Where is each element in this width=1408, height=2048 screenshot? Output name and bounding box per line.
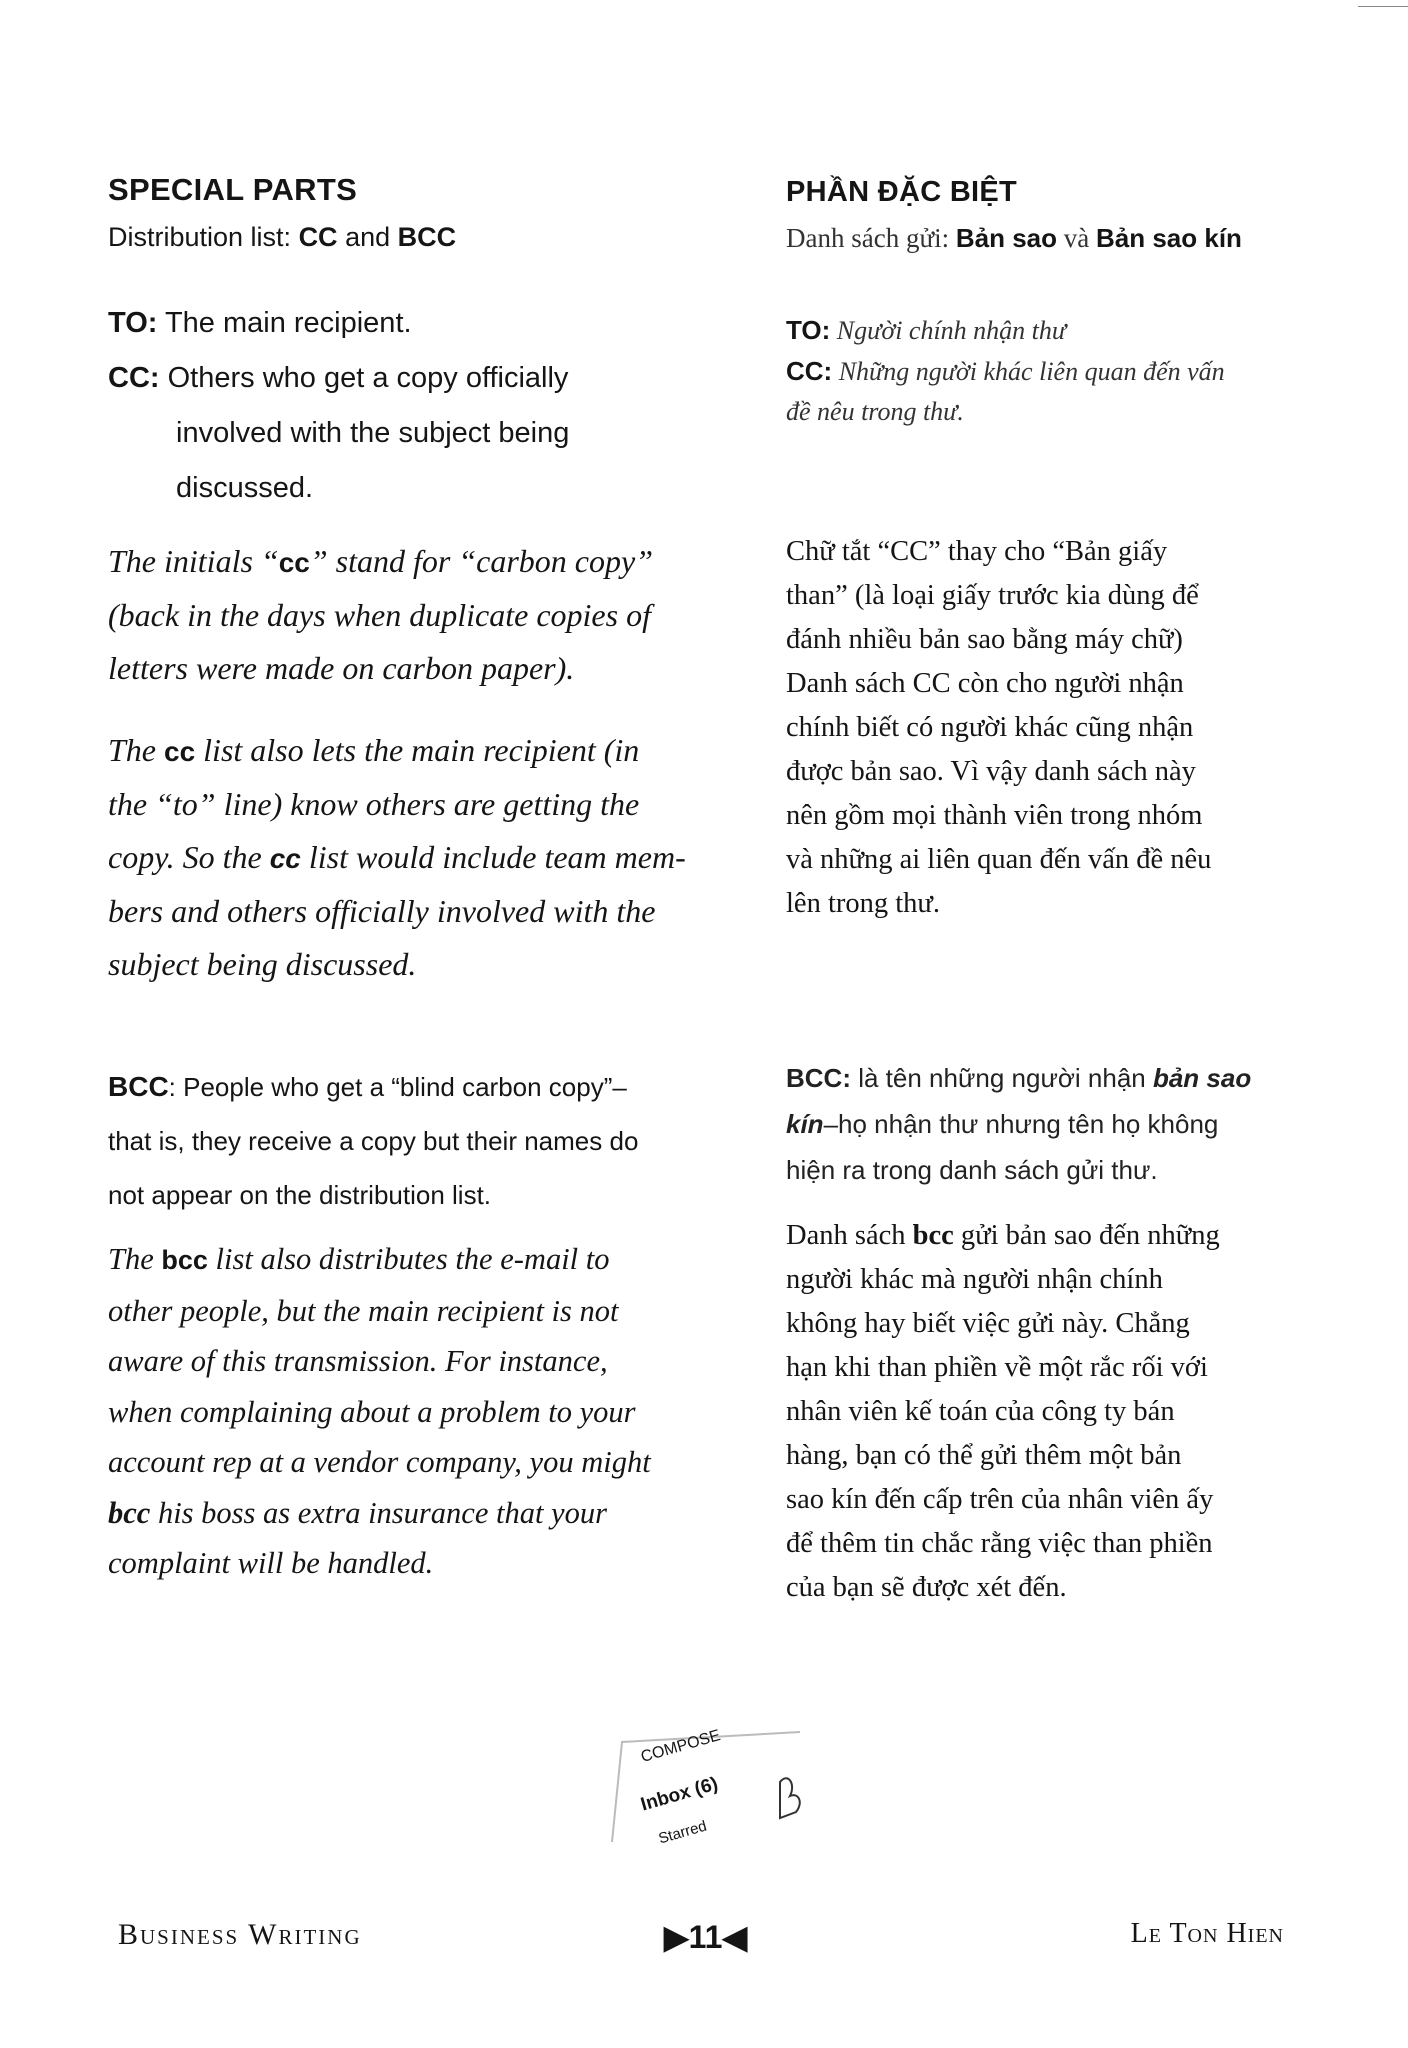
email-inbox-illustration	[600, 1722, 820, 1862]
vn-bcc-definition: BCC: là tên những người nhận bản sao kín–họ nhận thư nhưng tên họ không hiện ra trong danh sách gửi thư.	[786, 1063, 1252, 1185]
left-heading: SPECIAL PARTS	[108, 172, 358, 207]
cc-list-paragraph: The cc list also lets the main recipient (in the “to” line) know others are getting the copy. So the cc list would include team mem- bers and others officially involved with the subject being discussed.	[108, 732, 686, 982]
cc-initials-paragraph: The initials “cc” stand for “carbon copy” (back in the days when duplicate copies of letters were made on carbon paper).	[108, 543, 653, 686]
vn-bcc-paragraph: Danh sách bcc gửi bản sao đến những người khác mà người nhận chính không hay biết việc gửi này. Chẳng hạn khi than phiền về một rắc rối với nhân viên kế toán của công ty bán hàng, bạn có thể gửi thêm một bản sao kín đến cấp trên của nhân viên ấy để thêm tin chắc rằng việc than phiền của bạn sẽ được xét đến.	[786, 1220, 1220, 1603]
bcc-definition: BCC: People who get a “blind carbon copy”– that is, they receive a copy but their names do not appear on the distribution list.	[108, 1071, 639, 1210]
left-distribution-line: Distribution list: CC and BCC	[108, 222, 457, 252]
right-definitions: TO: Người chính nhận thư CC: Những người khác liên quan đến vấn đề nêu trong thư.	[786, 315, 1225, 426]
cc-definition: CC: Others who get a copy officially	[108, 362, 569, 394]
right-distribution-line: Danh sách gửi: Bản sao và Bản sao kín	[786, 223, 1242, 253]
hand-cursor-icon	[780, 1778, 800, 1818]
left-header-block	[108, 172, 768, 253]
cc-definition-line2: involved with the subject being	[176, 417, 570, 449]
page-number: ▶11◀	[664, 1919, 748, 1955]
bcc-list-paragraph: The bcc list also distributes the e-mail to other people, but the main recipient is not aware of this transmission. For instance, when complaining about a problem to your account rep at a vendor company, you might bcc his boss as extra insurance that your complaint will be handled.	[108, 1242, 651, 1580]
footer-book-title: Business Writing	[118, 1918, 362, 1951]
starred-label: Starred	[656, 1817, 709, 1848]
inbox-label: Inbox (6)	[638, 1773, 721, 1816]
compose-label: COMPOSE	[639, 1727, 723, 1766]
left-definitions	[108, 296, 768, 516]
cc-definition-line3: discussed.	[176, 472, 314, 504]
to-definition: TO: The main recipient.	[108, 307, 412, 339]
scan-edge-line	[1358, 6, 1408, 7]
right-heading: PHẦN ĐẶC BIỆT	[786, 176, 1018, 208]
right-header-block	[786, 176, 1306, 254]
vn-cc-paragraph: Chữ tắt “CC” thay cho “Bản giấy than” (là loại giấy trước kia dùng để đánh nhiều bản sao bằng máy chữ) Danh sách CC còn cho người nhận chính biết có người khác cũng nhận được bản sao. Vì vậy danh sách này nên gồm mọi thành viên trong nhóm và những ai liên quan đến vấn đề nêu lên trong thư.	[786, 536, 1212, 919]
footer-author: Le Ton Hien	[1130, 1918, 1284, 1949]
